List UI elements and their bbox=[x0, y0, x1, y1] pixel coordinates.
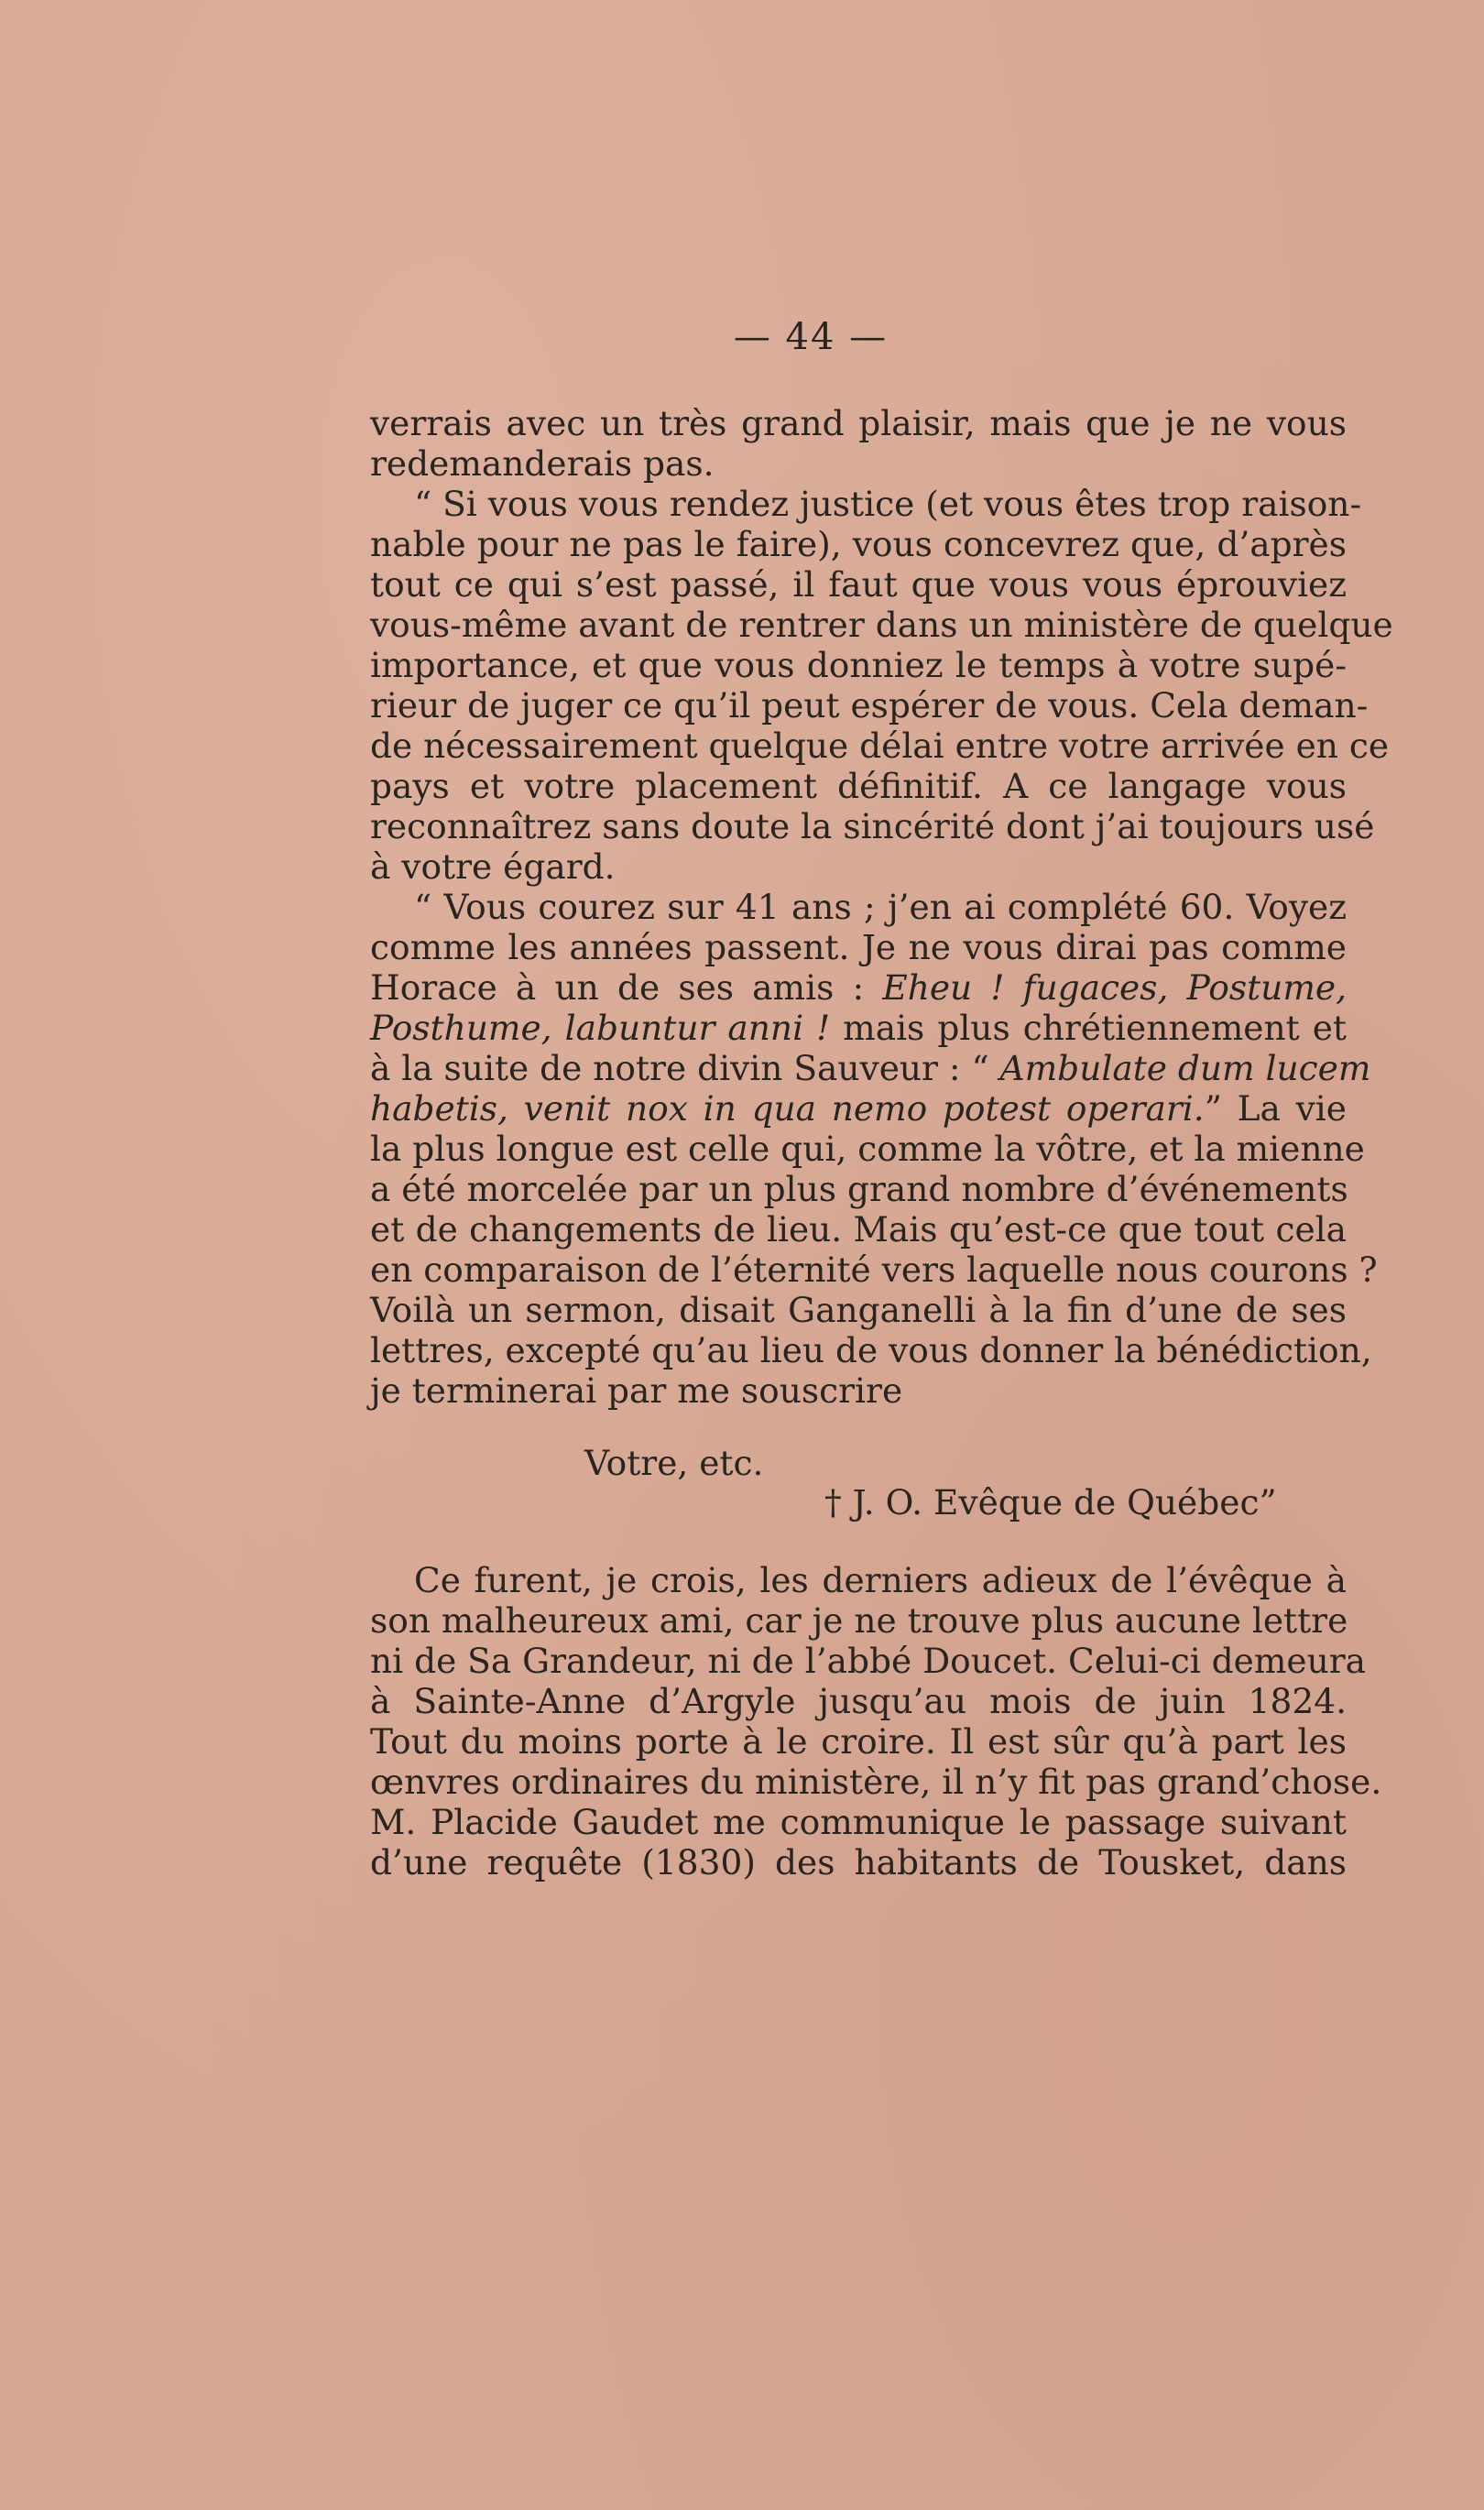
text-line: d’une requête (1830) des habitants de Tousket, dans bbox=[370, 1842, 1347, 1882]
text-line bbox=[370, 967, 1347, 1008]
text-line: comme les années passent. Je ne vous dirai pas comme bbox=[370, 927, 1347, 967]
text-line: lettres, excepté qu’au lieu de vous donner la bénédiction, bbox=[370, 1330, 1372, 1370]
text-line: vous-même avant de rentrer dans un ministère de quelque bbox=[370, 605, 1393, 645]
text-segment: à la suite de notre divin Sauveur : “ bbox=[370, 1048, 1000, 1088]
text-line: à votre égard. bbox=[370, 846, 616, 887]
page-number: — 44 — bbox=[733, 316, 889, 358]
text-line: la plus longue est celle qui, comme la vôtre, et la mienne bbox=[370, 1129, 1365, 1169]
text-line: a été morcelée par un plus grand nombre d’événements bbox=[370, 1169, 1348, 1209]
text-segment: ” La vie bbox=[1204, 1088, 1347, 1129]
text-line bbox=[370, 1088, 1347, 1129]
text-line: Ce furent, je crois, les derniers adieux de l’évêque à bbox=[414, 1560, 1347, 1600]
text-line bbox=[370, 1008, 1347, 1048]
text-line: Voilà un sermon, disait Ganganelli à la fin d’une de ses bbox=[370, 1290, 1347, 1330]
text-line: en comparaison de l’éternité vers laquelle nous courons ? bbox=[370, 1250, 1378, 1290]
text-segment: mais plus chrétiennement et bbox=[830, 1008, 1347, 1048]
latin-quote: Ambulate dum lucem bbox=[999, 1048, 1371, 1088]
text-line: Tout du moins porte à le croire. Il est sûr qu’à part les bbox=[370, 1721, 1347, 1762]
text-line: son malheureux ami, car je ne trouve plus aucune lettre bbox=[370, 1600, 1348, 1641]
text-line: je terminerai par me souscrire bbox=[370, 1370, 903, 1411]
text-line: de nécessairement quelque délai entre votre arrivée en ce bbox=[370, 726, 1390, 766]
text-line: tout ce qui s’est passé, il faut que vous vous éprouviez bbox=[370, 564, 1347, 605]
text-segment: Horace à un de ses amis : bbox=[370, 967, 883, 1008]
text-line: pays et votre placement définitif. A ce langage vous bbox=[370, 766, 1347, 806]
text-line: verrais avec un très grand plaisir, mais que je ne vous bbox=[370, 403, 1347, 443]
main-text bbox=[370, 1560, 1382, 1882]
letter-signature: † J. O. Evêque de Québec” bbox=[824, 1482, 1277, 1522]
text-line bbox=[370, 1048, 1371, 1088]
text-line: rieur de juger ce qu’il peut espérer de vous. Cela deman- bbox=[370, 685, 1369, 726]
text-line: ni de Sa Grandeur, ni de l’abbé Doucet. Celui-ci demeura bbox=[370, 1641, 1367, 1681]
text-line: œnvres ordinaires du ministère, il n’y fit pas grand’chose. bbox=[370, 1762, 1382, 1802]
text-line: et de changements de lieu. Mais qu’est-ce que tout cela bbox=[370, 1209, 1347, 1250]
text-line: nable pour ne pas le faire), vous concevrez que, d’après bbox=[370, 524, 1347, 564]
latin-quote: habetis, venit nox in qua nemo potest operari. bbox=[370, 1088, 1205, 1129]
latin-quote: Posthume, labuntur anni ! bbox=[370, 1008, 831, 1048]
text-line: à Sainte-Anne d’Argyle jusqu’au mois de juin 1824. bbox=[370, 1681, 1347, 1721]
main-text bbox=[370, 403, 1393, 1411]
text-line: redemanderais pas. bbox=[370, 443, 715, 484]
text-line: M. Placide Gaudet me communique le passage suivant bbox=[370, 1802, 1347, 1842]
text-line: importance, et que vous donniez le temps à votre supé- bbox=[370, 645, 1347, 685]
latin-quote: Eheu ! fugaces, Postume, bbox=[882, 967, 1347, 1008]
text-line: “ Vous courez sur 41 ans ; j’en ai complété 60. Voyez bbox=[414, 887, 1347, 927]
text-line: “ Si vous vous rendez justice (et vous êtes trop raison- bbox=[414, 484, 1362, 524]
text-line: reconnaîtrez sans doute la sincérité dont j’ai toujours usé bbox=[370, 806, 1375, 846]
letter-closing: Votre, etc. bbox=[584, 1443, 764, 1483]
